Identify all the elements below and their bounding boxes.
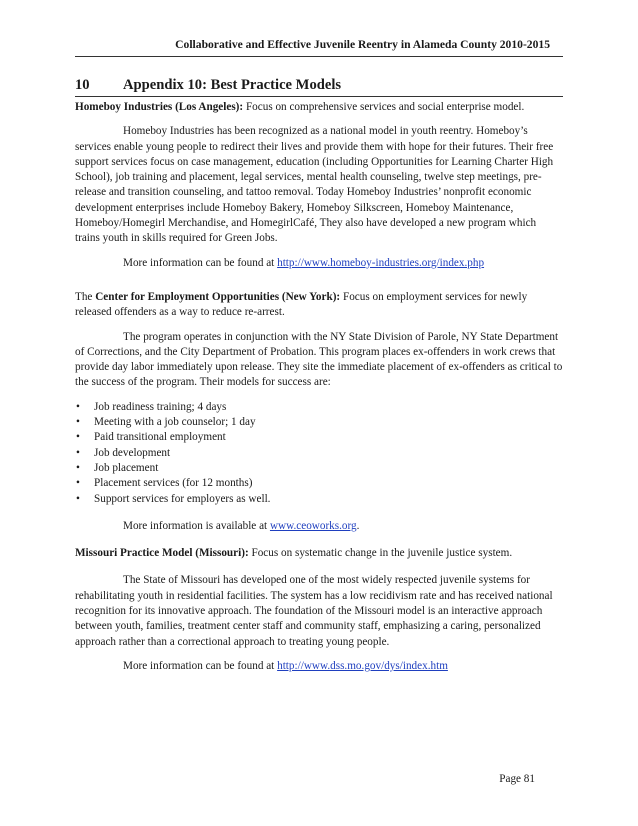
ceo-link[interactable]: www.ceoworks.org [269,519,357,532]
list-item: • Paid transitional employment [75,430,563,445]
missouri-intro [75,546,563,561]
bullet-icon: • [76,461,80,474]
section-heading [75,77,341,94]
list-item: • Job placement [75,461,563,476]
homeboy-more-info [75,256,563,271]
section-number: 10 [75,77,90,93]
ceo-bullet-list [75,400,563,507]
missouri-paragraph: The State of Missouri has developed one of the most widely respected juvenile systems for rehabilitating youth in residential facilities. The system has a low recidivism rate and has received national recognition for its innovative approach. The foundation of the Missouri model is an interactive approach between youth, families, treatment center staff and community staff, emphasizing a caring, personalized approach rather than a correctional approach to treating young people. [75,574,553,648]
missouri-focus: Focus on systematic change in the juvenile justice system. [248,547,513,560]
ceo-more-prefix: More information is available at [123,519,270,532]
homeboy-link[interactable]: http://www.homeboy-industries.org/index.php [277,256,485,269]
list-item: • Support services for employers as well. [75,492,563,507]
ceo-more-suffix: . [356,519,360,532]
missouri-more-prefix: More information can be found at [123,659,278,672]
missouri-more-info [75,659,563,674]
bullet-icon: • [76,446,80,459]
bullet-icon: • [76,400,80,413]
list-item: • Meeting with a job counselor; 1 day [75,415,563,430]
list-item: • Job readiness training; 4 days [75,400,563,415]
section-title: Appendix 10: Best Practice Models [123,77,342,93]
document-body [75,100,563,674]
running-header: Collaborative and Effective Juvenile Reentry in Alameda County 2010-2015 [175,38,550,51]
ceo-name: Center for Employment Opportunities (New York): [95,290,341,303]
list-item: • Job development [75,446,563,461]
missouri-link[interactable]: http://www.dss.mo.gov/dys/index.htm [277,659,448,672]
bullet-icon: • [76,477,80,490]
header-rule [75,56,563,57]
bullet-icon: • [76,431,80,444]
homeboy-intro [75,100,563,115]
homeboy-name: Homeboy Industries (Los Angeles): [75,101,244,113]
ceo-more-info [75,519,563,534]
homeboy-focus: Focus on comprehensive services and social enterprise model. [243,101,525,113]
ceo-paragraph: The program operates in conjunction with the NY State Division of Parole, NY State Department of Corrections, and the City Department of Probation. This program places ex-offenders in work crews that provide day labor immediately upon release. They site the immediate placement of ex-offenders as critical to the success of the program. Their models for success are: [75,330,563,389]
bullet-icon: • [76,492,80,505]
homeboy-paragraph: Homeboy Industries has been recognized as a national model in youth reentry. Homeboy’s services enable young people to redirect their lives and provide them with hope for their futures. Their free support services focus on case management, education (including Opportunities for Learning Charter High School), job training and placement, legal services, mental health counseling, twelve step meetings, pre-release and transition counseling, and tattoo removal. Today Homeboy Industries’ nonprofit economic development enterprises include Homeboy Bakery, Homeboy Silkscreen, Homeboy Maintenance, Homeboy/Homegirl Merchandise, and HomegirlCafé, They also have developed a new program which trains youth in skills required for Green Jobs. [75,125,554,245]
ceo-intro [75,290,563,321]
homeboy-more-prefix: More information can be found at [123,256,278,269]
ceo-prefix: The [75,290,96,303]
heading-rule [75,96,563,97]
ceo-focus: Focus on employment services for newly released offenders as a way to reduce re-arrest. [75,290,528,319]
bullet-icon: • [76,416,80,429]
page-number: Page 81 [499,773,535,785]
missouri-name: Missouri Practice Model (Missouri): [75,547,249,560]
list-item: • Placement services (for 12 months) [75,476,563,491]
